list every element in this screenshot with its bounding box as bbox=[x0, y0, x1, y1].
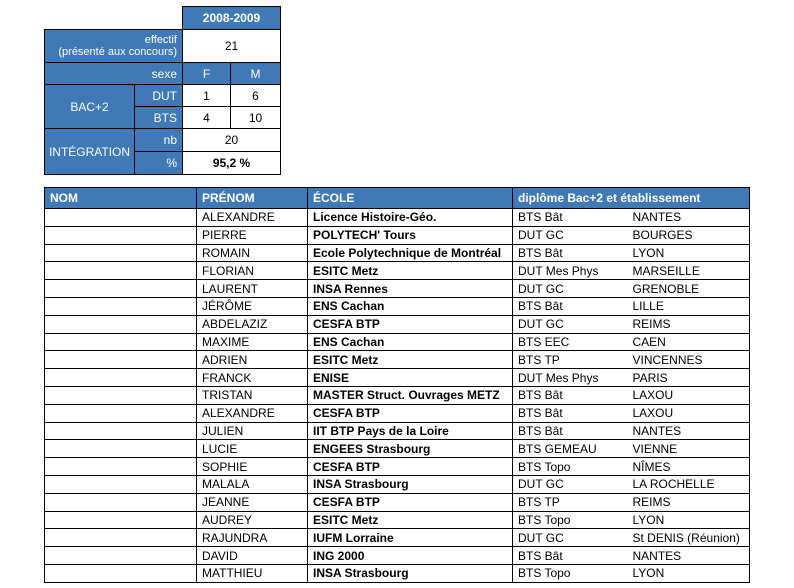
cell-prenom: FRANCK bbox=[197, 369, 308, 387]
roster-body bbox=[45, 209, 750, 583]
table-row bbox=[45, 244, 750, 262]
cell-etablissement: St DENIS (Réunion) bbox=[631, 529, 750, 547]
cell-prenom: MALALA bbox=[197, 475, 308, 493]
table-row bbox=[45, 226, 750, 244]
cell-prenom: PIERRE bbox=[197, 226, 308, 244]
cell-ecole: IUFM Lorraine bbox=[308, 529, 513, 547]
cell-diplome: BTS EEC bbox=[513, 333, 631, 351]
bts-m-value: 10 bbox=[231, 107, 281, 129]
cell-prenom: ALEXANDRE bbox=[197, 404, 308, 422]
cell-etablissement: LYON bbox=[631, 564, 750, 582]
cell-ecole: ESITC Metz bbox=[308, 262, 513, 280]
cell-nom bbox=[45, 280, 197, 298]
cell-ecole: ING 2000 bbox=[308, 547, 513, 565]
cell-nom bbox=[45, 333, 197, 351]
table-row bbox=[45, 493, 750, 511]
cell-nom bbox=[45, 511, 197, 529]
cell-prenom: RAJUNDRA bbox=[197, 529, 308, 547]
cell-ecole: INSA Strasbourg bbox=[308, 475, 513, 493]
cell-prenom: LUCIE bbox=[197, 440, 308, 458]
cell-prenom: ADRIEN bbox=[197, 351, 308, 369]
table-row bbox=[45, 315, 750, 333]
cell-nom bbox=[45, 297, 197, 315]
cell-diplome: BTS Bât bbox=[513, 404, 631, 422]
table-row bbox=[45, 280, 750, 298]
cell-diplome: BTS Bât bbox=[513, 244, 631, 262]
cell-ecole: CESFA BTP bbox=[308, 493, 513, 511]
cell-prenom: ALEXANDRE bbox=[197, 209, 308, 227]
table-row bbox=[45, 458, 750, 476]
cell-etablissement: CAEN bbox=[631, 333, 750, 351]
cell-etablissement: NANTES bbox=[631, 422, 750, 440]
table-row bbox=[45, 297, 750, 315]
pct-value: 95,2 % bbox=[183, 152, 281, 175]
table-row bbox=[45, 404, 750, 422]
cell-ecole: IIT BTP Pays de la Loire bbox=[308, 422, 513, 440]
cell-prenom: ABDELAZIZ bbox=[197, 315, 308, 333]
bac2-label: BAC+2 bbox=[45, 85, 135, 129]
dut-f-value: 1 bbox=[183, 85, 231, 107]
roster-header-row bbox=[45, 188, 750, 209]
cell-ecole: ESITC Metz bbox=[308, 511, 513, 529]
roster-table bbox=[44, 187, 750, 583]
cell-etablissement: LILLE bbox=[631, 297, 750, 315]
table-row bbox=[45, 529, 750, 547]
cell-prenom: LAURENT bbox=[197, 280, 308, 298]
cell-ecole: INSA Rennes bbox=[308, 280, 513, 298]
cell-diplome: DUT GC bbox=[513, 475, 631, 493]
cell-diplome: DUT Mes Phys bbox=[513, 262, 631, 280]
table-row bbox=[45, 440, 750, 458]
table-row bbox=[45, 351, 750, 369]
table-row bbox=[45, 547, 750, 565]
col-header-nom: NOM bbox=[45, 188, 197, 209]
cell-nom bbox=[45, 244, 197, 262]
cell-ecole: ENGEES Strasbourg bbox=[308, 440, 513, 458]
table-row bbox=[45, 386, 750, 404]
cell-ecole: Licence Histoire-Géo. bbox=[308, 209, 513, 227]
cell-nom bbox=[45, 315, 197, 333]
cell-nom bbox=[45, 422, 197, 440]
cell-ecole: ESITC Metz bbox=[308, 351, 513, 369]
cell-nom bbox=[45, 475, 197, 493]
cell-diplome: BTS Bât bbox=[513, 386, 631, 404]
cell-nom bbox=[45, 209, 197, 227]
sexe-f-header: F bbox=[183, 63, 231, 85]
cell-nom bbox=[45, 262, 197, 280]
cell-etablissement: NÎMES bbox=[631, 458, 750, 476]
cell-diplome: BTS TP bbox=[513, 351, 631, 369]
cell-diplome: BTS Topo bbox=[513, 511, 631, 529]
bts-label: BTS bbox=[135, 107, 183, 129]
cell-prenom: TRISTAN bbox=[197, 386, 308, 404]
cell-etablissement: REIMS bbox=[631, 493, 750, 511]
cell-diplome: DUT GC bbox=[513, 529, 631, 547]
cell-diplome: BTS Bât bbox=[513, 422, 631, 440]
cell-prenom: MATTHIEU bbox=[197, 564, 308, 582]
table-row bbox=[45, 422, 750, 440]
sexe-m-header: M bbox=[231, 63, 281, 85]
nb-value: 20 bbox=[183, 129, 281, 152]
cell-prenom: JULIEN bbox=[197, 422, 308, 440]
cell-nom bbox=[45, 458, 197, 476]
cell-diplome: BTS Topo bbox=[513, 458, 631, 476]
cell-prenom: ROMAIN bbox=[197, 244, 308, 262]
cell-etablissement: LAXOU bbox=[631, 386, 750, 404]
cell-prenom: SOPHIE bbox=[197, 458, 308, 476]
cell-ecole: INSA Strasbourg bbox=[308, 564, 513, 582]
sexe-label: sexe bbox=[45, 63, 183, 85]
cell-etablissement: REIMS bbox=[631, 315, 750, 333]
cell-prenom: MAXIME bbox=[197, 333, 308, 351]
cell-diplome: DUT GC bbox=[513, 315, 631, 333]
table-row bbox=[45, 564, 750, 582]
cell-etablissement: BOURGES bbox=[631, 226, 750, 244]
cell-prenom: JEANNE bbox=[197, 493, 308, 511]
cell-etablissement: PARIS bbox=[631, 369, 750, 387]
effectif-label: effectif (présenté aux concours) bbox=[45, 30, 183, 63]
cell-diplome: DUT Mes Phys bbox=[513, 369, 631, 387]
cell-diplome: BTS Bât bbox=[513, 547, 631, 565]
cell-diplome: BTS Bât bbox=[513, 209, 631, 227]
cell-nom bbox=[45, 351, 197, 369]
year-header: 2008-2009 bbox=[183, 7, 281, 30]
cell-etablissement: MARSEILLE bbox=[631, 262, 750, 280]
cell-nom bbox=[45, 369, 197, 387]
integration-label: INTÉGRATION bbox=[45, 129, 135, 175]
cell-diplome: DUT GC bbox=[513, 226, 631, 244]
table-row bbox=[45, 369, 750, 387]
cell-ecole: ENISE bbox=[308, 369, 513, 387]
cell-ecole: POLYTECH' Tours bbox=[308, 226, 513, 244]
table-row bbox=[45, 475, 750, 493]
cell-ecole: ENS Cachan bbox=[308, 333, 513, 351]
dut-label: DUT bbox=[135, 85, 183, 107]
cell-diplome: BTS Bât bbox=[513, 297, 631, 315]
cell-ecole: Ecole Polytechnique de Montréal bbox=[308, 244, 513, 262]
cell-ecole: CESFA BTP bbox=[308, 404, 513, 422]
col-header-ecole: ÉCOLE bbox=[308, 188, 513, 209]
cell-nom bbox=[45, 440, 197, 458]
cell-diplome: BTS Topo bbox=[513, 564, 631, 582]
cell-etablissement: NANTES bbox=[631, 547, 750, 565]
cell-nom bbox=[45, 529, 197, 547]
cell-diplome: DUT GC bbox=[513, 280, 631, 298]
cell-etablissement: LYON bbox=[631, 511, 750, 529]
cell-nom bbox=[45, 493, 197, 511]
cell-etablissement: LA ROCHELLE bbox=[631, 475, 750, 493]
cell-etablissement: VIENNE bbox=[631, 440, 750, 458]
cell-ecole: CESFA BTP bbox=[308, 315, 513, 333]
table-row bbox=[45, 333, 750, 351]
cell-nom bbox=[45, 564, 197, 582]
cell-etablissement: LYON bbox=[631, 244, 750, 262]
cell-etablissement: GRENOBLE bbox=[631, 280, 750, 298]
nb-label: nb bbox=[135, 129, 183, 152]
cell-etablissement: LAXOU bbox=[631, 404, 750, 422]
cell-nom bbox=[45, 404, 197, 422]
cell-ecole: MASTER Struct. Ouvrages METZ bbox=[308, 386, 513, 404]
pct-label: % bbox=[135, 152, 183, 175]
cell-nom bbox=[45, 547, 197, 565]
cell-diplome: BTS GEMEAU bbox=[513, 440, 631, 458]
col-header-prenom: PRÉNOM bbox=[197, 188, 308, 209]
table-row bbox=[45, 209, 750, 227]
cell-diplome: BTS TP bbox=[513, 493, 631, 511]
summary-table bbox=[44, 6, 281, 175]
bts-f-value: 4 bbox=[183, 107, 231, 129]
cell-etablissement: VINCENNES bbox=[631, 351, 750, 369]
effectif-value: 21 bbox=[183, 30, 281, 63]
table-row bbox=[45, 262, 750, 280]
cell-ecole: ENS Cachan bbox=[308, 297, 513, 315]
cell-nom bbox=[45, 226, 197, 244]
cell-prenom: FLORIAN bbox=[197, 262, 308, 280]
table-row bbox=[45, 511, 750, 529]
cell-ecole: CESFA BTP bbox=[308, 458, 513, 476]
cell-prenom: AUDREY bbox=[197, 511, 308, 529]
dut-m-value: 6 bbox=[231, 85, 281, 107]
cell-nom bbox=[45, 386, 197, 404]
col-header-diplome: diplôme Bac+2 et établissement bbox=[513, 188, 750, 209]
cell-prenom: JÉRÔME bbox=[197, 297, 308, 315]
cell-prenom: DAVID bbox=[197, 547, 308, 565]
cell-etablissement: NANTES bbox=[631, 209, 750, 227]
